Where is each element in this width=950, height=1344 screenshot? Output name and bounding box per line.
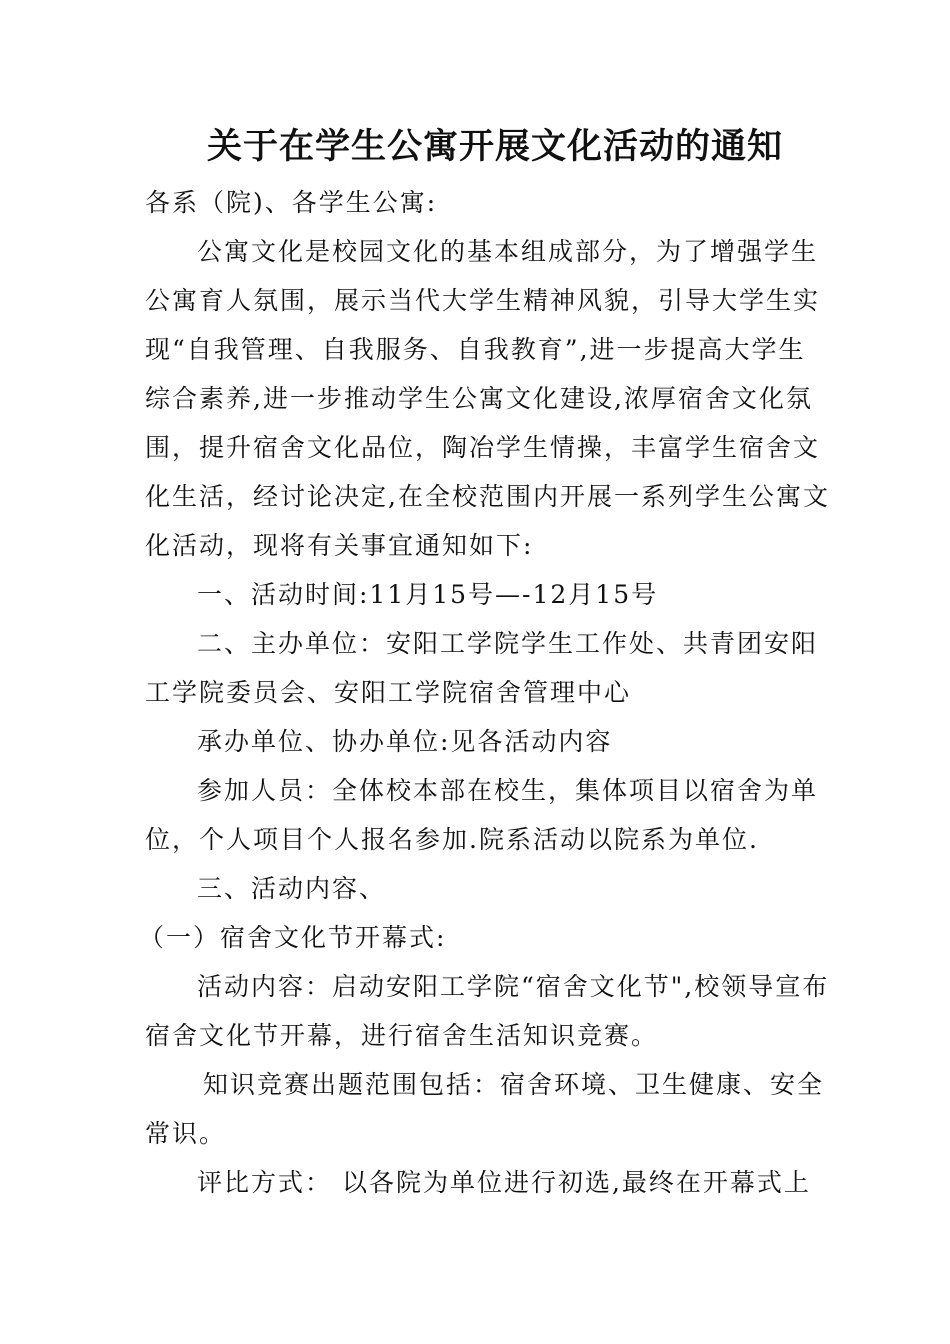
body-line: 综合素养,进一步推动学生公寓文化建设,浓厚宿舍文化氛	[145, 384, 813, 413]
organizer-line-cont: 工学院委员会、安阳工学院宿舍管理中心	[145, 678, 632, 707]
body-line: 现“自我管理、自我服务、自我教育”,进一步提高大学生	[145, 335, 806, 364]
participants-line: 参加人员：全体校本部在校生，集体项目以宿舍为单	[197, 776, 819, 805]
salutation-line: 各系（院)、各学生公寓:	[145, 188, 438, 217]
body-line: 活动内容：启动安阳工学院“宿舍文化节",校领导宣布	[197, 972, 830, 1001]
section-heading: 三、活动内容、	[197, 874, 387, 903]
document-title: 关于在学生公寓开展文化活动的通知	[206, 126, 783, 167]
body-line: 化活动，现将有关事宜通知如下:	[145, 531, 534, 560]
body-line: 知识竞赛出题范围包括：宿舍环境、卫生健康、安全	[203, 1070, 825, 1099]
body-line: 常识。	[145, 1119, 227, 1148]
body-line: 宿舍文化节开幕，进行宿舍生活知识竞赛。	[145, 1021, 659, 1050]
body-line: 公寓育人氛围，展示当代大学生精神风貌，引导大学生实	[145, 286, 821, 315]
organizer-line: 二、主办单位：安阳工学院学生工作处、共青团安阳	[197, 629, 819, 658]
document-body	[139, 178, 830, 1207]
participants-line-cont: 位，个人项目个人报名参加.院系活动以院系为单位.	[145, 825, 759, 854]
body-line: 围，提升宿舍文化品位，陶冶学生情操，丰富学生宿舍文	[145, 433, 821, 462]
body-line: 化生活，经讨论决定,在全校范围内开展一系列学生公寓文	[145, 482, 830, 511]
activity-time-line: 一、活动时间:11月15号—-12月15号	[197, 580, 659, 609]
body-line: 公寓文化是校园文化的基本组成部分，为了增强学生	[197, 237, 819, 266]
co-organizer-line: 承办单位、协办单位:见各活动内容	[197, 727, 613, 756]
subsection-heading: （一）宿舍文化节开幕式:	[139, 923, 447, 952]
body-line: 评比方式： 以各院为单位进行初选,最终在开幕式上	[197, 1168, 811, 1197]
